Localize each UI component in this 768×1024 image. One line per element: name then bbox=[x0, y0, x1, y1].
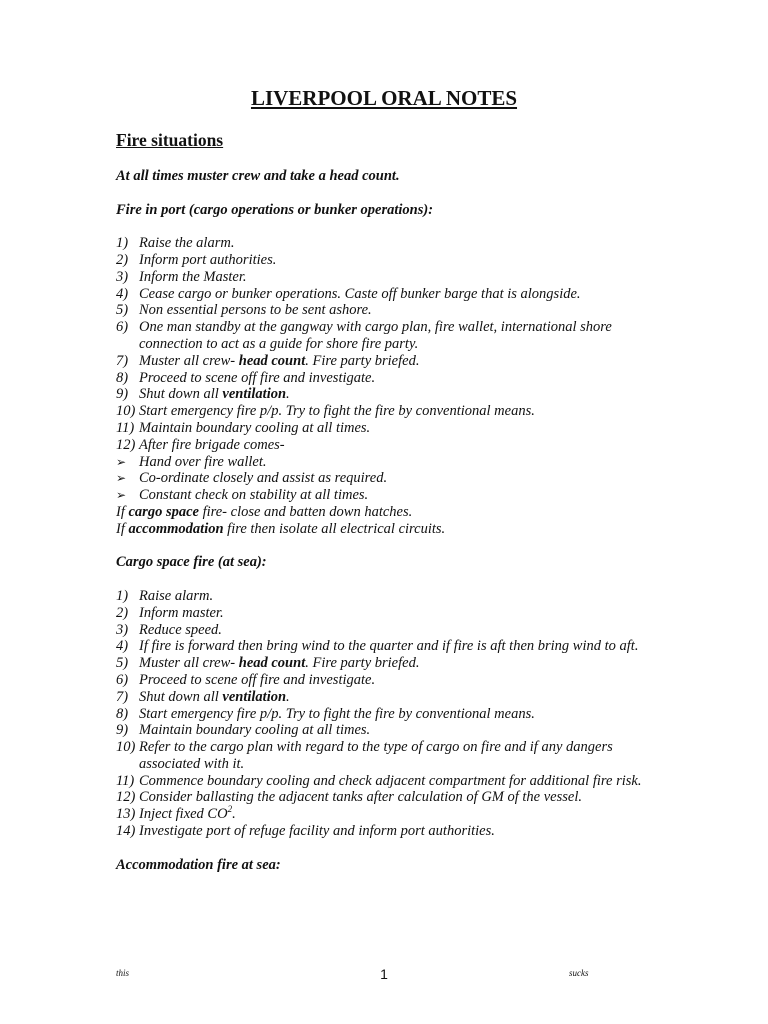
emphasis-text: ventilation bbox=[222, 386, 287, 403]
item-text: After fire brigade comes- bbox=[139, 436, 285, 453]
item-number: 8) bbox=[116, 705, 129, 722]
list-item bbox=[116, 638, 661, 655]
item-text: Investigate port of refuge facility and inform port authorities. bbox=[139, 823, 495, 840]
list-item bbox=[116, 672, 661, 689]
list-item bbox=[116, 722, 661, 739]
item-number: 13) bbox=[116, 806, 136, 823]
item-text: fire- close and batten down hatches. bbox=[198, 503, 413, 520]
item-number: 4) bbox=[116, 638, 129, 655]
page-number: 1 bbox=[380, 966, 388, 982]
item-number: 9) bbox=[116, 386, 129, 403]
list-item bbox=[116, 706, 661, 723]
document-body bbox=[116, 168, 661, 873]
item-text: . bbox=[232, 806, 236, 823]
item-text: Refer to the cargo plan with regard to the type of cargo on fire and if any dangers associated with it. bbox=[139, 739, 613, 772]
list-item bbox=[116, 806, 661, 823]
sub-list-item bbox=[116, 454, 661, 471]
item-number: 10) bbox=[116, 739, 136, 756]
item-text: Commence boundary cooling and check adjacent compartment for additional fire risk. bbox=[139, 772, 642, 789]
list-item bbox=[116, 420, 661, 437]
item-text: If bbox=[116, 520, 129, 537]
sub-list-item bbox=[116, 470, 661, 487]
item-number: 5) bbox=[116, 302, 129, 319]
emphasis-text: head count bbox=[238, 655, 306, 672]
item-text: Raise alarm. bbox=[139, 587, 214, 604]
superscript-text: 2 bbox=[227, 804, 233, 815]
intro-line: At all times muster crew and take a head count. bbox=[116, 168, 400, 184]
list-item bbox=[116, 386, 661, 403]
emphasis-text: accommodation bbox=[128, 520, 224, 537]
item-text: Start emergency fire p/p. Try to fight the fire by conventional means. bbox=[139, 705, 535, 722]
item-text: Constant check on stability at all times. bbox=[139, 487, 369, 504]
list-item bbox=[116, 235, 661, 252]
item-text: Cease cargo or bunker operations. Caste off bunker barge that is alongside. bbox=[139, 285, 581, 302]
item-text: If bbox=[116, 503, 129, 520]
port-fire-list bbox=[116, 235, 661, 453]
item-text: fire then isolate all electrical circuits. bbox=[223, 520, 446, 537]
arrow-bullet-icon: ➢ bbox=[116, 471, 127, 486]
list-item bbox=[116, 403, 661, 420]
emphasis-text: head count bbox=[238, 352, 306, 369]
list-item bbox=[116, 302, 661, 319]
item-number: 6) bbox=[116, 671, 129, 688]
list-item bbox=[116, 252, 661, 269]
emphasis-text: cargo space bbox=[128, 503, 199, 520]
item-number: 9) bbox=[116, 722, 129, 739]
item-text: Start emergency fire p/p. Try to fight the fire by conventional means. bbox=[139, 403, 535, 420]
item-number: 14) bbox=[116, 823, 136, 840]
sub-list-item bbox=[116, 487, 661, 504]
cargo-fire-heading: Cargo space fire (at sea): bbox=[116, 554, 267, 571]
list-item bbox=[116, 286, 661, 303]
arrow-bullet-icon: ➢ bbox=[116, 454, 127, 469]
item-number: 4) bbox=[116, 285, 129, 302]
list-item bbox=[116, 622, 661, 639]
accommodation-fire-heading: Accommodation fire at sea: bbox=[116, 856, 281, 873]
item-text: Non essential persons to be sent ashore. bbox=[139, 302, 372, 319]
list-item bbox=[116, 689, 661, 706]
cargo-fire-list bbox=[116, 588, 661, 840]
note-line bbox=[116, 504, 661, 521]
item-number: 7) bbox=[116, 688, 129, 705]
item-text: Inform master. bbox=[139, 604, 224, 621]
item-text: . Fire party briefed. bbox=[305, 352, 420, 369]
item-number: 10) bbox=[116, 403, 136, 420]
item-text: If fire is forward then bring wind to the quarter and if fire is aft then bring wind to aft. bbox=[139, 638, 639, 655]
item-text: Inform port authorities. bbox=[139, 251, 277, 268]
item-number: 2) bbox=[116, 604, 129, 621]
item-text: Raise the alarm. bbox=[139, 235, 235, 252]
item-number: 12) bbox=[116, 789, 136, 806]
item-text: Maintain boundary cooling at all times. bbox=[139, 419, 371, 436]
item-text: Co-ordinate closely and assist as required. bbox=[139, 470, 388, 487]
item-text: Muster all crew- bbox=[139, 655, 239, 672]
list-item bbox=[116, 437, 661, 454]
item-text: Inject fixed CO bbox=[139, 806, 228, 823]
list-item bbox=[116, 319, 661, 353]
item-number: 1) bbox=[116, 235, 129, 252]
item-number: 3) bbox=[116, 268, 129, 285]
item-number: 11) bbox=[116, 419, 135, 436]
item-number: 1) bbox=[116, 587, 129, 604]
item-text: Reduce speed. bbox=[139, 621, 222, 638]
footer-right-text: sucks bbox=[569, 968, 589, 978]
section-heading: Fire situations bbox=[116, 130, 224, 150]
item-text: Inform the Master. bbox=[139, 268, 247, 285]
port-fire-heading: Fire in port (cargo operations or bunker operations): bbox=[116, 201, 434, 218]
list-item bbox=[116, 269, 661, 286]
item-text: Shut down all bbox=[139, 688, 223, 705]
port-fire-notes bbox=[116, 504, 661, 538]
note-line bbox=[116, 521, 661, 538]
item-number: 5) bbox=[116, 655, 129, 672]
item-text: . bbox=[286, 386, 290, 403]
document-title: LIVERPOOL ORAL NOTES bbox=[250, 86, 518, 110]
list-item bbox=[116, 789, 661, 806]
item-text: Proceed to scene off fire and investigate. bbox=[139, 369, 376, 386]
item-number: 12) bbox=[116, 436, 136, 453]
emphasis-text: ventilation bbox=[222, 688, 287, 705]
item-number: 2) bbox=[116, 251, 129, 268]
item-text: . bbox=[286, 688, 290, 705]
item-text: Maintain boundary cooling at all times. bbox=[139, 722, 371, 739]
list-item bbox=[116, 605, 661, 622]
item-number: 7) bbox=[116, 352, 129, 369]
footer-left-text: this bbox=[116, 968, 130, 978]
item-number: 11) bbox=[116, 772, 135, 789]
item-text: Consider ballasting the adjacent tanks after calculation of GM of the vessel. bbox=[139, 789, 582, 806]
item-number: 8) bbox=[116, 369, 129, 386]
item-text: Muster all crew- bbox=[139, 352, 239, 369]
arrow-bullet-icon: ➢ bbox=[116, 488, 127, 503]
list-item bbox=[116, 655, 661, 672]
list-item bbox=[116, 773, 661, 790]
list-item bbox=[116, 739, 661, 773]
item-text: One man standby at the gangway with cargo plan, fire wallet, international shore connection to act as a guide for shore fire party. bbox=[139, 319, 612, 352]
item-text: . Fire party briefed. bbox=[305, 655, 420, 672]
item-text: Proceed to scene off fire and investigate. bbox=[139, 671, 376, 688]
item-number: 6) bbox=[116, 319, 129, 336]
port-fire-sub-list bbox=[116, 454, 661, 504]
item-number: 3) bbox=[116, 621, 129, 638]
list-item bbox=[116, 588, 661, 605]
list-item bbox=[116, 823, 661, 840]
item-text: Hand over fire wallet. bbox=[139, 453, 267, 470]
list-item bbox=[116, 370, 661, 387]
list-item bbox=[116, 353, 661, 370]
item-text: Shut down all bbox=[139, 386, 223, 403]
